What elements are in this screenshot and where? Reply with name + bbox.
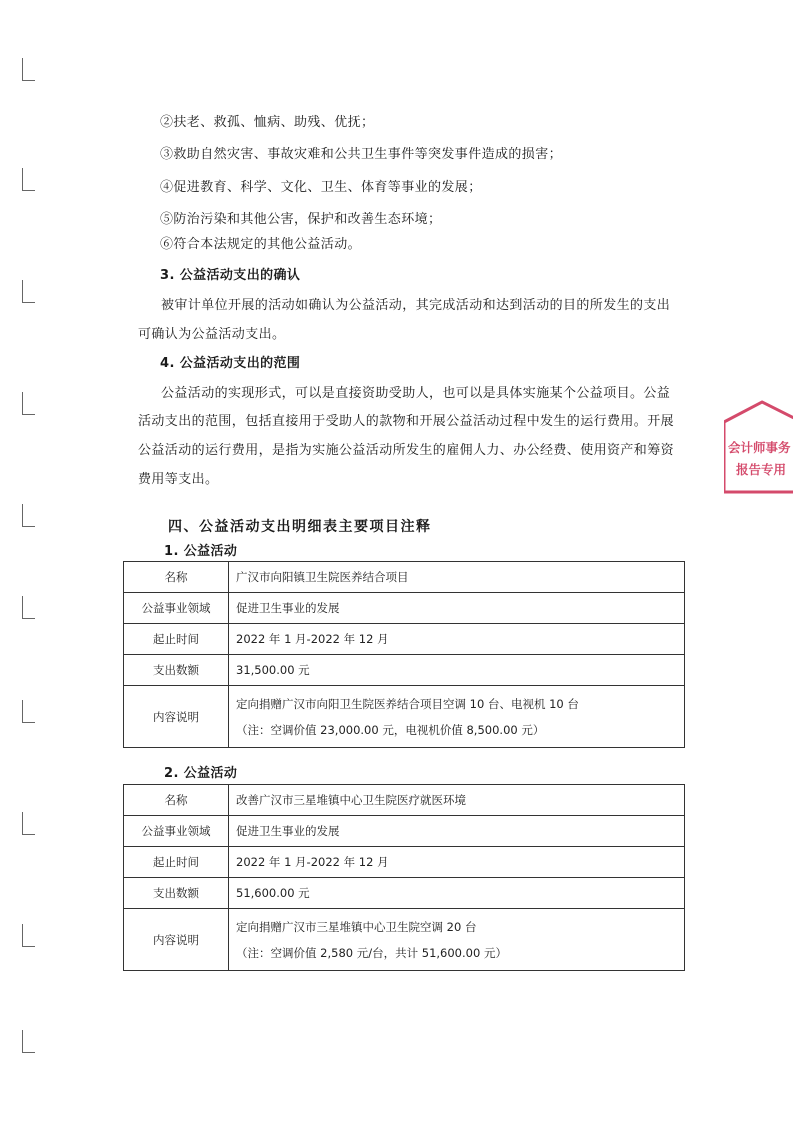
activity-title: 1. 公益活动	[164, 544, 238, 559]
table-value: 促进卫生事业的发展	[229, 816, 685, 847]
table-value: 促进卫生事业的发展	[229, 593, 685, 624]
binding-mark	[22, 392, 35, 415]
table-row	[124, 686, 685, 748]
table-row	[124, 909, 685, 971]
binding-mark	[22, 168, 35, 191]
table-row	[124, 785, 685, 816]
table-label: 起止时间	[124, 624, 229, 655]
table-label: 起止时间	[124, 847, 229, 878]
table-label: 内容说明	[124, 909, 229, 971]
table-value: 广汉市向阳镇卫生院医养结合项目	[229, 562, 685, 593]
activity-table	[123, 784, 685, 971]
table-label: 支出数额	[124, 655, 229, 686]
binding-mark	[22, 1030, 35, 1053]
list-item: ⑤防治污染和其他公害，保护和改善生态环境；	[160, 212, 442, 227]
stamp-line-2: 报告专用	[736, 462, 787, 477]
table-label: 内容说明	[124, 686, 229, 748]
paragraph-line: 公益活动的运行费用，是指为实施公益活动所发生的雇佣人力、办公经费、使用资产和筹资	[138, 443, 675, 458]
paragraph-line: 活动支出的范围，包括直接用于受助人的款物和开展公益活动过程中发生的运行费用。开展	[138, 414, 675, 429]
table-value	[229, 686, 685, 748]
table-label: 名称	[124, 562, 229, 593]
activity-title: 2. 公益活动	[164, 766, 238, 781]
paragraph-line: 公益活动的实现形式，可以是直接资助受助人，也可以是具体实施某个公益项目。公益	[161, 386, 671, 401]
content-line: 定向捐赠广汉市三星堆镇中心卫生院空调 20 台	[236, 919, 477, 934]
table-label: 公益事业领域	[124, 816, 229, 847]
binding-mark	[22, 700, 35, 723]
table-row	[124, 816, 685, 847]
content-note: （注：空调价值 23,000.00 元，电视机价值 8,500.00 元）	[236, 722, 545, 737]
binding-mark	[22, 596, 35, 619]
table-row	[124, 847, 685, 878]
list-item: ⑥符合本法规定的其他公益活动。	[160, 237, 362, 252]
table-value: 2022 年 1 月-2022 年 12 月	[229, 847, 685, 878]
stamp-line-1: 会计师事务	[728, 440, 791, 455]
table-row	[124, 655, 685, 686]
list-item: ②扶老、救孤、恤病、助残、优抚；	[160, 115, 375, 130]
section-title: 四、公益活动支出明细表主要项目注释	[168, 519, 432, 535]
table-value: 31,500.00 元	[229, 655, 685, 686]
binding-mark	[22, 924, 35, 947]
binding-mark	[22, 58, 35, 81]
paragraph-line: 被审计单位开展的活动如确认为公益活动，其完成活动和达到活动的目的所发生的支出	[161, 298, 671, 313]
table-row	[124, 593, 685, 624]
paragraph-line: 费用等支出。	[138, 472, 219, 487]
list-item: ③救助自然灾害、事故灾难和公共卫生事件等突发事件造成的损害；	[160, 147, 563, 162]
content-line: 定向捐赠广汉市向阳卫生院医养结合项目空调 10 台、电视机 10 台	[236, 696, 579, 711]
activity-table	[123, 561, 685, 748]
table-value: 改善广汉市三星堆镇中心卫生院医疗就医环境	[229, 785, 685, 816]
section-heading: 4. 公益活动支出的范围	[160, 356, 301, 371]
binding-mark	[22, 812, 35, 835]
table-row	[124, 624, 685, 655]
table-value	[229, 909, 685, 971]
table-label: 名称	[124, 785, 229, 816]
table-value: 51,600.00 元	[229, 878, 685, 909]
table-value: 2022 年 1 月-2022 年 12 月	[229, 624, 685, 655]
table-row	[124, 878, 685, 909]
table-label: 支出数额	[124, 878, 229, 909]
table-row	[124, 562, 685, 593]
paragraph-line: 可确认为公益活动支出。	[138, 327, 286, 342]
official-stamp	[724, 400, 793, 500]
content-note: （注：空调价值 2,580 元/台，共计 51,600.00 元）	[236, 945, 507, 960]
list-item: ④促进教育、科学、文化、卫生、体育等事业的发展；	[160, 180, 482, 195]
section-heading: 3. 公益活动支出的确认	[160, 268, 301, 283]
binding-mark	[22, 280, 35, 303]
table-label: 公益事业领域	[124, 593, 229, 624]
binding-mark	[22, 504, 35, 527]
